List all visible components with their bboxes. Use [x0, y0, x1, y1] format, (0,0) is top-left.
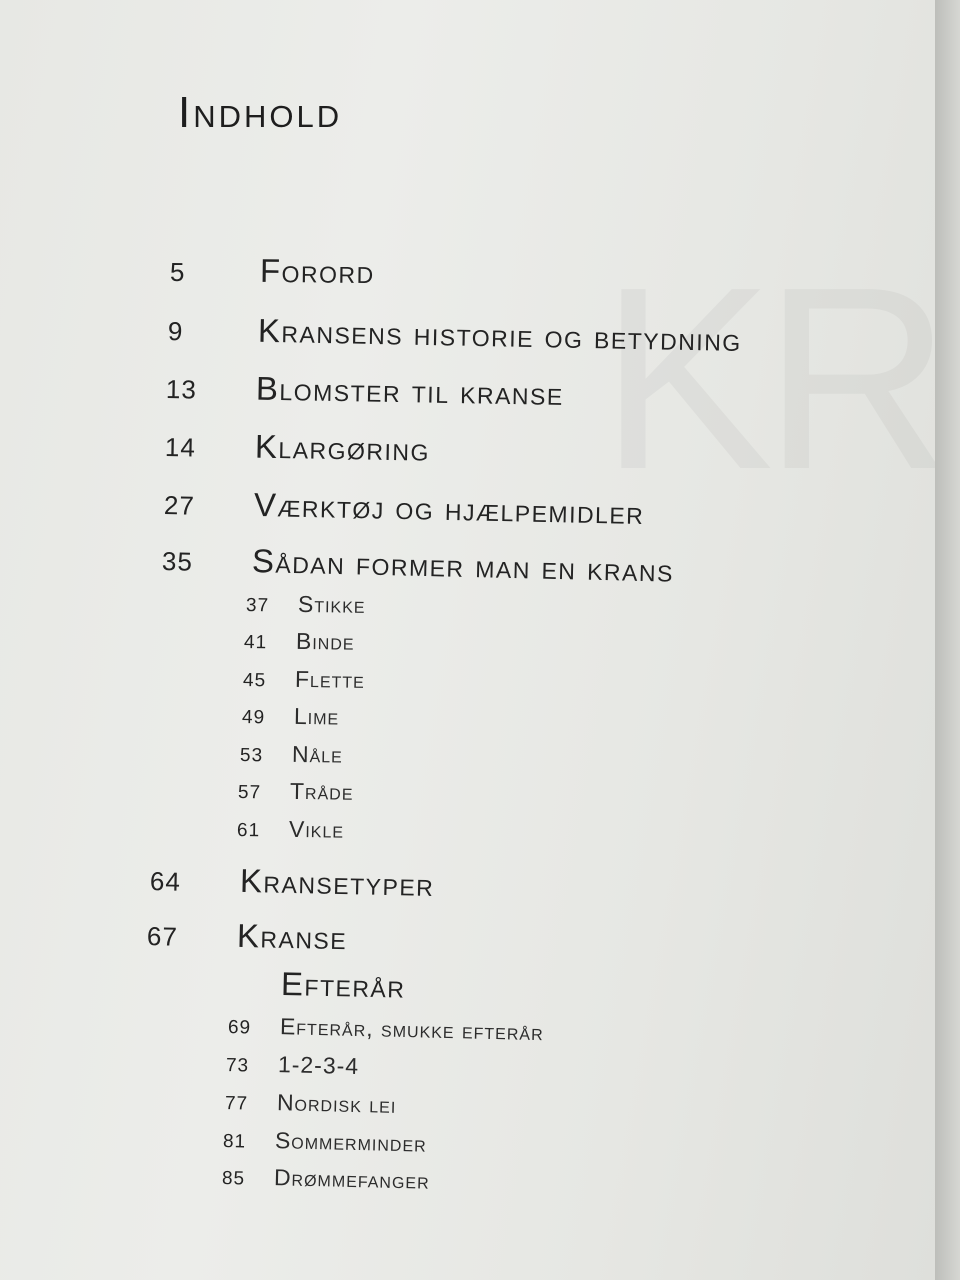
toc-subentry-page: 45: [242, 670, 267, 692]
toc-subentry-page: 57: [237, 782, 262, 804]
toc-subentry-label: Lime: [293, 702, 340, 730]
toc-entry: [165, 426, 431, 469]
toc-subentry-label: Nåle: [291, 740, 344, 768]
toc-entry-page: 14: [164, 432, 197, 463]
toc-entry-label: Klargøring: [254, 427, 431, 468]
toc-subentry: [246, 590, 366, 619]
toc-entry-label: Kranse: [236, 916, 348, 957]
toc-subentry: [237, 815, 344, 844]
toc-subentry-label: Vikle: [288, 815, 345, 843]
toc-entry-page: 13: [165, 374, 198, 405]
toc-subentry-label: Tråde: [289, 777, 354, 805]
toc-subentry-label: Flette: [294, 665, 366, 693]
toc-subentry: [244, 627, 355, 656]
toc-entry-label: Sådan former man en krans: [251, 542, 675, 589]
toc-subentry-label: Sommerminder: [274, 1127, 428, 1157]
toc-subentry-label: Stikke: [297, 590, 366, 618]
toc-subentry: [240, 740, 343, 769]
toc-entry-label: Værktøj og hjælpemidler: [253, 485, 645, 532]
toc-entry-page: 27: [163, 490, 196, 521]
page-title: Indhold: [178, 88, 343, 137]
toc-subentry-page: 77: [224, 1093, 249, 1115]
toc-subentry-label: Binde: [295, 627, 355, 655]
toc-entry: [147, 915, 348, 957]
toc-subentry-label: 1-2-3-4: [277, 1051, 360, 1080]
toc-subentry-page: 73: [225, 1055, 250, 1077]
toc-subentry: [238, 777, 354, 806]
toc-entry-page: 9: [167, 316, 184, 347]
toc-entry-page: 35: [161, 546, 194, 577]
toc-entry: [164, 484, 645, 532]
toc-subentry: [223, 1126, 427, 1158]
toc-subentry-page: 41: [243, 632, 268, 654]
toc-subentry-page: 85: [221, 1168, 246, 1190]
section-heading-label: Efterår: [280, 965, 406, 1005]
toc-subentry-label: Drømmefanger: [273, 1164, 430, 1194]
toc-entry-page: 64: [149, 866, 182, 897]
toc-subentry: [222, 1163, 430, 1195]
toc-subentry-label: Nordisk lei: [276, 1089, 397, 1118]
toc-entry-label: Kransens historie og betydning: [257, 311, 743, 359]
toc-subentry-label: Efterår, smukke efterår: [279, 1013, 544, 1046]
toc-subentry-page: 61: [236, 820, 261, 842]
toc-subentry: [243, 665, 365, 694]
toc-entry: [168, 310, 743, 359]
section-heading: [281, 965, 406, 1006]
toc-subentry: [228, 1012, 544, 1046]
toc-entry-label: Forord: [259, 251, 375, 291]
toc-subentry-page: 53: [239, 745, 264, 767]
toc-subentry: [242, 702, 340, 731]
toc-subentry-page: 37: [245, 595, 270, 617]
toc-subentry-page: 69: [227, 1017, 252, 1039]
toc-entry-label: Blomster til kranse: [255, 369, 565, 412]
toc-subentry-page: 49: [241, 707, 266, 729]
toc-subentry: [225, 1088, 397, 1119]
toc-entry: [166, 368, 564, 413]
toc-subentry: [226, 1050, 360, 1080]
toc-entry-label: Kransetyper: [239, 861, 435, 903]
background-page-edge: [935, 0, 960, 1280]
toc-entry-page: 5: [169, 256, 186, 288]
toc-entry-page: 67: [146, 921, 179, 952]
toc-entry: [162, 540, 675, 590]
toc-subentry-page: 81: [222, 1131, 247, 1153]
toc-entry: [150, 860, 435, 904]
toc-entry: [170, 251, 375, 291]
